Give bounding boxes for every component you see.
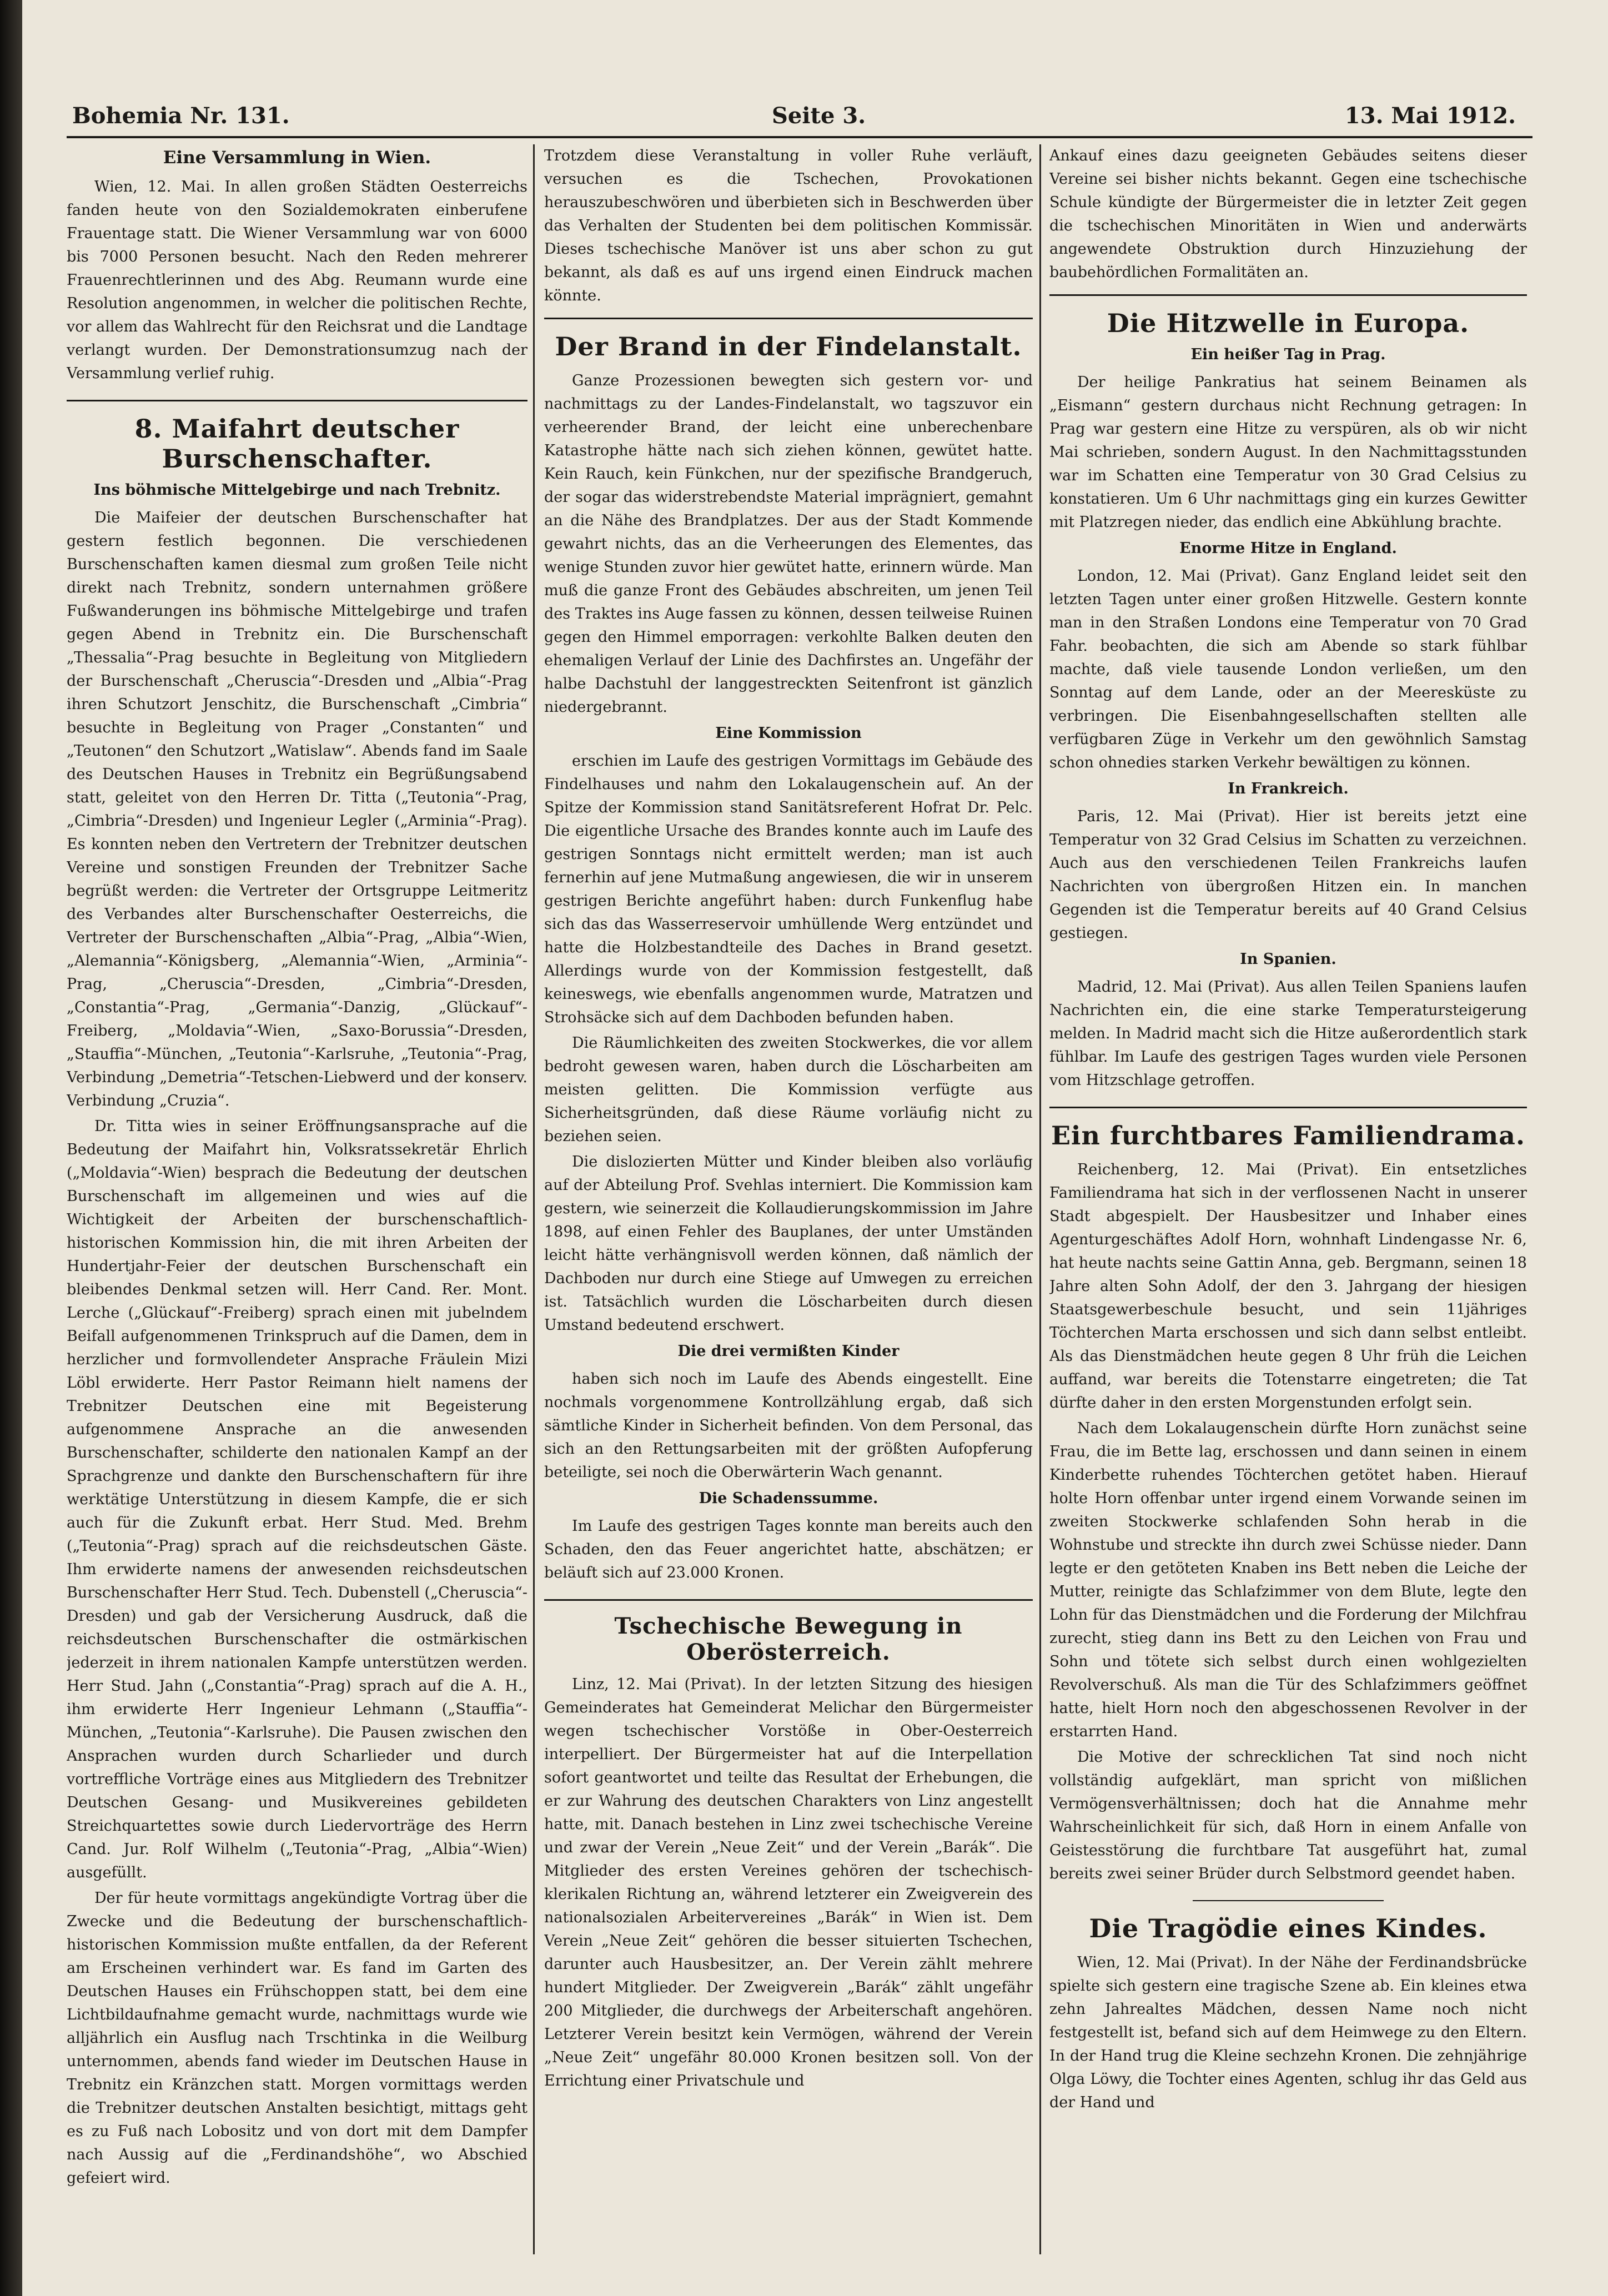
article-subheadline: Eine Kommission <box>715 725 862 742</box>
header-rule <box>67 136 1532 138</box>
article-paragraph: Die Maifeier der deutschen Burschenschafter hat gestern festlich begonnen. Die verschiedenen Burschenschaften kamen diesmal zum großen Teile nicht direkt nach Trebnitz, sondern unternahmen größere Fußwanderungen ins böhmische Mittelgebirge und trafen gegen Abend in Trebnitz ein. Die Burschenschaft „Thessalia“-Prag besuchte in Begleitung von Mitgliedern der Burschenschaft „Cheruscia“-Dresden und „Albia“-Prag ihren Schutzort Jenschitz, die Burschenschaft „Cimbria“ besuchte in Begleitung von Prager „Constanten“ und „Teutonen“ den Schutzort „Watislaw“. Abends fand im Saale des Deutschen Hauses in Trebnitz ein Begrüßungsabend statt, geleitet von den Herren Dr. Titta („Teutonia“-Prag, „Cimbria“-Dresden) und Ingenieur Legler („Arminia“-Prag). Es konnten neben den Vertretern der Trebnitzer deutschen Vereine und sonstigen Freunden der Trebnitzer Sache begrüßt werden: die Vertreter der Ortsgruppe Leitmeritz des Verbandes alter Burschenschafter Oesterreichs, die Vertreter der Burschenschaften „Albia“-Prag, „Albia“-Wien, „Alemannia“-Königsberg, „Alemannia“-Wien, „Arminia“-Prag, „Cheruscia“-Dresden, „Cimbria“-Dresden, „Constantia“-Prag, „Germania“-Danzig, „Glückauf“-Freiberg, „Moldavia“-Wien, „Saxo-Borussia“-Dresden, „Stauffia“-München, „Teutonia“-Karlsruhe, „Teutonia“-Prag, Verbindung „Demetria“-Tetschen-Liebwerd und der konserv. Verbindung „Cruzia“. <box>67 509 527 1109</box>
article-paragraph: Wien, 12. Mai (Privat). In der Nähe der Ferdinandsbrücke spielte sich gestern eine tragische Szene ab. Ein kleines etwa zehn Jahrealtes Mädchen, dessen Name noch nicht festgestellt ist, befand sich auf dem Heimwege zu den Eltern. In der Hand trug die Kleine sechzehn Kronen. Die zehnjährige Olga Löwy, die Tochter eines Agenten, schlug ihr das Geld aus der Hand und <box>1049 1954 1527 2111</box>
article-paragraph: Die dislozierten Mütter und Kinder bleiben also vorläufig auf der Abteilung Prof. Svehlas interniert. Die Kommission kam gestern, wie seinerzeit die Kollaudierungskommission im Jahre 1898, auf einen Fehler des Bauplanes, der unter Umständen leicht hätte verhängnisvoll werden können, daß nämlich der Dachboden nur durch eine Stiege auf Umwegen zu erreichen ist. Tatsächlich wurden die Löscharbeiten durch diesen Umstand bedeutend erschwert. <box>544 1153 1033 1334</box>
article-paragraph: Linz, 12. Mai (Privat). In der letzten Sitzung des hiesigen Gemeinderates hat Gemeinderat Melichar den Bürgermeister wegen tschechischer Vorstöße in Ober-Oesterreich interpelliert. Der Bürgermeister hat auf die Interpellation sofort geantwortet und teilte das Resultat der Erhebungen, die er zur Wahrung des deutschen Charakters von Linz angestellt hatte, mit. Danach bestehen in Linz zwei tschechische Vereine und zwar der Verein „Neue Zeit“ und der Verein „Barák“. Die Mitglieder des ersten Vereines gehören der tschechisch-klerikalen Richtung an, während letzterer ein Zweigverein des nationalsozialen Arbeitervereines „Barák“ in Wien ist. Dem Verein „Neue Zeit“ gehören die besser situierten Tschechen, darunter auch Hausbesitzer, an. Der Verein zählt mehrere hundert Mitglieder. Der Zweigverein „Barák“ zählt ungefähr 200 Mitglieder, die durchwegs der Arbeiterschaft angehören. Letzterer Verein besitzt kein Vermögen, während der Verein „Neue Zeit“ ungefähr 80.000 Kronen besitzen soll. Von der Errichtung einer Privatschule und <box>544 1676 1033 2089</box>
article-paragraph: Der heilige Pankratius hat seinem Beinamen als „Eismann“ gestern durchaus nicht Rechnung getragen: In Prag war gestern eine Hitze zu verspüren, als ob wir nicht Mai schrieben, sondern August. In den Nachmittagsstunden war im Schatten eine Temperatur von 30 Grad Celsius zu konstatieren. Um 6 Uhr nachmittags ging ein kurzes Gewitter mit Platzregen nieder, das endlich eine Abkühlung brachte. <box>1049 374 1527 531</box>
newspaper-page <box>22 0 1608 2296</box>
article-versammlung-wien <box>67 148 527 385</box>
page-header <box>72 97 1516 136</box>
column-1 <box>67 144 527 2265</box>
article-paragraph: Dr. Titta wies in seiner Eröffnungsansprache auf die Bedeutung der Maifahrt hin, Volksratssekretär Ehrlich („Moldavia“-Wien) besprach die Bedeutung der deutschen Burschenschaft im allgemeinen und wies auf die Wichtigkeit der Arbeiten der burschenschaftlich-historischen Kommission hin, die mit ihren Arbeiten der Hundertjahr-Feier der deutschen Burschenschaft ein bleibendes Denkmal setzen will. Herr Cand. Rer. Mont. Lerche („Glückauf“-Freiberg) sprach einen mit jubelndem Beifall aufgenommenen Trinkspruch auf die Damen, dem in herzlicher und formvollendeter Ansprache Fräulein Mizi Löbl erwiderte. Herr Pastor Reimann hielt namens der Trebnitzer Deutschen eine mit Begeisterung aufgenommene Ansprache an die anwesenden Burschenschafter, schilderte den nationalen Kampf an der Sprachgrenze und dankte den Burschenschaftern für ihre werktätige Unterstützung in diesem Kampfe, die er sich auch für die Zukunft erbat. Herr Stud. Med. Brehm („Teutonia“-Prag) sprach auf die reichsdeutschen Gäste. Ihm erwiderte namens der anwesenden reichsdeutschen Burschenschafter Herr Stud. Tech. Dubenstell („Cheruscia“-Dresden) und gab der Versicherung Ausdruck, daß die reichsdeutschen Burschenschafter die ostmärkischen jederzeit in ihrem nationalen Kampfe unterstützen werden. Herr Stud. Jahn („Constantia“-Prag) sprach auf die A. H., ihm erwiderte Herr Ingenieur Lehmann („Stauffia“-München, „Teutonia“-Karlsruhe). Die Pausen zwischen den Ansprachen wurden durch Scharlieder und durch vortreffliche Vorträge eines aus Mitgliedern des Trebnitzer Deutschen Gesang- und Musikvereines gebildeten Streichquartettes sowie durch Liedervorträge des Herrn Cand. Jur. Rolf Wilhelm („Teutonia“-Prag, „Albia“-Wien) ausgefüllt. <box>67 1118 527 1881</box>
column-divider <box>1039 144 1041 2254</box>
article-paragraph: haben sich noch im Laufe des Abends eingestellt. Eine nochmals vorgenommene Kontrollzählung ergab, daß sich sämtliche Kinder in Sicherheit befinden. Von dem Personal, das sich an den Rettungsarbeiten mit der größten Aufopferung beteiligte, sei noch die Oberwärterin Wach genannt. <box>544 1370 1033 1481</box>
article-separator <box>544 1599 1033 1601</box>
article-headline: Der Brand in der Findelanstalt. <box>555 331 1022 361</box>
article-headline: Die Hitzwelle in Europa. <box>1107 308 1470 338</box>
article-paragraph: Reichenberg, 12. Mai (Privat). Ein entsetzliches Familiendrama hat sich in der verflossenen Nacht in unserer Stadt abgespielt. Der Hausbesitzer und Inhaber eines Agenturgeschäftes Adolf Horn, wohnhaft Lindengasse Nr. 6, hat heute nachts seine Gattin Anna, geb. Bergmann, seinen 18 Jahre alten Sohn Adolf, der den 3. Jahrgang der hiesigen Staatsgewerbeschule besucht, und sein 11jähriges Töchterchen Marta erschossen und sich dann selbst entleibt. Als das Dienstmädchen heute gegen 8 Uhr früh die Leichen auffand, war bereits die Totenstarre eingetreten; die Tat dürfte daher in den ersten Morgenstunden erfolgt sein. <box>1049 1161 1527 1411</box>
article-headline: Die Tragödie eines Kindes. <box>1089 1913 1488 1943</box>
page-edge-shadow <box>0 0 22 2296</box>
article-subheadline: Enorme Hitze in England. <box>1179 540 1397 557</box>
article-paragraph: Im Laufe des gestrigen Tages konnte man bereits auch den Schaden, den das Feuer angerichtet hatte, abschätzen; er beläuft sich auf 23.000 Kronen. <box>544 1518 1033 1581</box>
article-headline: 8. Maifahrt deutscher Burschenschafter. <box>134 414 460 474</box>
header-publication: Bohemia Nr. 131. <box>72 103 290 129</box>
article-tschechische-bewegung <box>544 1613 1033 2093</box>
article-separator <box>67 400 527 401</box>
article-subheadline: Die Schadenssumme. <box>699 1490 878 1507</box>
header-date: 13. Mai 1912. <box>1344 103 1516 129</box>
article-tragoedie-kind <box>1049 1913 1527 2114</box>
column-divider <box>533 144 535 2254</box>
article-subheadline: Ein heißer Tag in Prag. <box>1190 346 1386 363</box>
article-familiendrama <box>1049 1121 1527 1886</box>
article-continuation: Trotzdem diese Veranstaltung in voller Ruhe verläuft, versuchen es die Tschechen, Provokationen herauszubeschwören und überbieten sich in Beschwerden über das Verhalten der Studenten bei dem politischen Kommissär. Dieses tschechische Manöver ist uns aber schon zu gut bekannt, als daß es auf uns irgend einen Eindruck machen könnte. <box>544 147 1033 304</box>
article-headline: Tschechische Bewegung in Oberösterreich. <box>614 1613 963 1665</box>
article-paragraph: Der für heute vormittags angekündigte Vortrag über die Zwecke und die Bedeutung der burschenschaftlich-historischen Kommission mußte entfallen, da der Referent am Erscheinen verhindert war. Es fand im Garten des Deutschen Hauses ein Frühschoppen statt, bei dem eine Lichtbildaufnahme gemacht wurde, nachmittags wurde wie alljährlich ein Ausflug nach Trschtinka in die Weilburg unternommen, abends fand wieder im Deutschen Hause in Trebnitz ein Kränzchen statt. Morgen vormittags werden die Trebnitzer deutschen Anstalten besichtigt, mittags geht es zu Fuß nach Lobositz und von dort mit dem Dampfer nach Aussig auf die „Ferdinandshöhe“, wo Abschied gefeiert wird. <box>67 1890 527 2187</box>
article-hitzwelle <box>1049 308 1527 1092</box>
article-continuation: Ankauf eines dazu geeigneten Gebäudes seitens dieser Vereine sei bisher nichts bekannt. Gegen eine tschechische Schule kündigte der Bürgermeister die in letzter Zeit gegen die tschechischen Minoritäten in Wien und anderwärts angewendete Obstruktion durch Hinzuziehung der baubehördlichen Formalitäten an. <box>1049 147 1527 281</box>
article-headline: Eine Versammlung in Wien. <box>163 148 431 168</box>
article-paragraph: Madrid, 12. Mai (Privat). Aus allen Teilen Spaniens laufen Nachrichten ein, die eine starke Temperatursteigerung melden. In Madrid macht sich die Hitze außerordentlich stark fühlbar. Im Laufe des gestrigen Tages wurden viele Personen vom Hitzschlage getroffen. <box>1049 978 1527 1089</box>
column-2 <box>544 144 1033 2265</box>
article-subheadline: Die drei vermißten Kinder <box>677 1343 900 1360</box>
article-brand-findelanstalt <box>544 331 1033 1585</box>
article-separator <box>1193 1900 1384 1901</box>
column-3 <box>1049 144 1527 2265</box>
article-paragraph: Die Räumlichkeiten des zweiten Stockwerkes, die vor allem bedroht gewesen waren, haben durch die Löscharbeiten am meisten gelitten. Die Kommission verfügte aus Sicherheitsgründen, daß diese Räume vorläufig nicht zu beziehen seien. <box>544 1034 1033 1145</box>
article-subheadline: In Frankreich. <box>1228 780 1349 797</box>
article-paragraph: Die Motive der schrecklichen Tat sind noch nicht vollständig aufgeklärt, man spricht von mißlichen Vermögensverhältnissen; doch hat die Annahme mehr Wahrscheinlichkeit für sich, daß Horn in einem Anfalle von Geistesstörung die furchtbare Tat ausgeführt hat, zumal bereits zwei seiner Brüder durch Selbstmord geendet haben. <box>1049 1749 1527 1882</box>
article-subheadline: In Spanien. <box>1240 951 1336 968</box>
article-paragraph: erschien im Laufe des gestrigen Vormittags im Gebäude des Findelhauses und nahm den Lokalaugenschein auf. An der Spitze der Kommission stand Sanitätsreferent Hofrat Dr. Pelc. Die eigentliche Ursache des Brandes konnte auch im Laufe des gestrigen Sonntags nicht ermittelt werden; man ist auch fernerhin auf jene Mutmaßung angewiesen, die wir in unserem gestrigen Berichte angeführt haben: durch Funkenflug habe sich das das Wasserreservoir umhüllende Werg entzündet und hatte die Holzbestandteile des Daches in Brand gesetzt. Allerdings wurde von der Kommission festgestellt, daß keineswegs, wie ebenfalls angenommen wurde, Matratzen und Strohsäcke sich auf dem Dachboden befunden haben. <box>544 752 1033 1026</box>
article-headline: Ein furchtbares Familiendrama. <box>1051 1121 1525 1150</box>
article-separator <box>544 318 1033 319</box>
header-page-number: Seite 3. <box>772 103 866 129</box>
article-paragraph: Paris, 12. Mai (Privat). Hier ist bereits jetzt eine Temperatur von 32 Grad Celsius im Schatten zu verzeichnen. Auch aus den verschiedenen Teilen Frankreichs laufen Nachrichten von übergroßen Hitzen ein. In manchen Gegenden ist die Temperatur bereits auf 40 Grand Celsius gestiegen. <box>1049 808 1527 942</box>
article-paragraph: Wien, 12. Mai. In allen großen Städten Oesterreichs fanden heute von den Sozialdemokraten einberufene Frauentage statt. Die Wiener Versammlung war von 6000 bis 7000 Personen besucht. Nach den Reden mehrerer Frauenrechtlerinnen und des Abg. Reumann wurde eine Resolution angenommen, in welcher die politischen Rechte, vor allem das Wahlrecht für den Reichsrat und die Landtage verlangt wurden. Der Demonstrationsumzug nach der Versammlung verlief ruhig. <box>67 178 527 382</box>
article-paragraph: Ganze Prozessionen bewegten sich gestern vor- und nachmittags zu der Landes-Findelanstalt, wo tagszuvor ein verheerender Brand, der leicht eine unberechenbare Katastrophe hätte nach sich ziehen können, gewütet hatte. Kein Rauch, kein Fünkchen, nur der spezifische Brandgeruch, der sogar das widerstrebendste Material imprägniert, gemahnt an die Nähe des Brandplatzes. Der aus der Stadt Kommende gewahrt nichts, das an die Verheerungen des Elementes, das wenige Stunden zuvor hier gewütet hatte, erinnern würde. Man muß die ganze Front des Gebäudes abschreiten, um jenen Teil des Traktes ins Auge fassen zu können, dessen teilweise Ruinen gegen den Himmel emporragen: verkohlte Balken deuten den ehemaligen Verlauf der Linie des Dachfirstes an. Ungefähr der halbe Dachstuhl der langgestreckten Seitenfront ist gänzlich niedergebrannt. <box>544 372 1033 716</box>
article-paragraph: Nach dem Lokalaugenschein dürfte Horn zunächst seine Frau, die im Bette lag, erschossen und dann seinen in einem Kinderbette ruhendes Töchterchen getötet haben. Hierauf holte Horn offenbar unter irgend einem Vorwande seinen im zweiten Stockwerke schlafenden Sohn herab in die Wohnstube und streckte ihn durch zwei Schüsse nieder. Dann legte er den getöteten Knaben ins Bett neben die Leiche der Mutter, reinigte das Schlafzimmer von dem Blute, legte den Lohn für das Dienstmädchen und die Forderung der Milchfrau zurecht, stieg dann ins Bett zu den Leichen von Frau und Sohn und tötete sich selbst durch einen wohlgezielten Revolverschuß. Als man die Tür des Schlafzimmers geöffnet hatte, hielt Horn noch den abgeschossenen Revolver in der erstarrten Hand. <box>1049 1420 1527 1740</box>
article-separator <box>1049 294 1527 296</box>
article-paragraph: London, 12. Mai (Privat). Ganz England leidet seit den letzten Tagen unter einer großen Hitzwelle. Gestern konnte man in den Straßen Londons eine Temperatur von 70 Grad Fahr. beobachten, die sich am Abende so stark fühlbar machte, daß viele tausende London verließen, um den Sonntag auf dem Lande, oder an der Meeresküste zu verbringen. Die Eisenbahngesellschaften stellten alle verfügbaren Züge in Verkehr um den gewöhnlich Samstag schon ohnedies starken Verkehr bewältigen zu können. <box>1049 567 1527 771</box>
article-subheadline: Ins böhmische Mittelgebirge und nach Trebnitz. <box>93 481 501 499</box>
article-maifahrt <box>67 414 527 2190</box>
article-separator <box>1049 1107 1527 1108</box>
